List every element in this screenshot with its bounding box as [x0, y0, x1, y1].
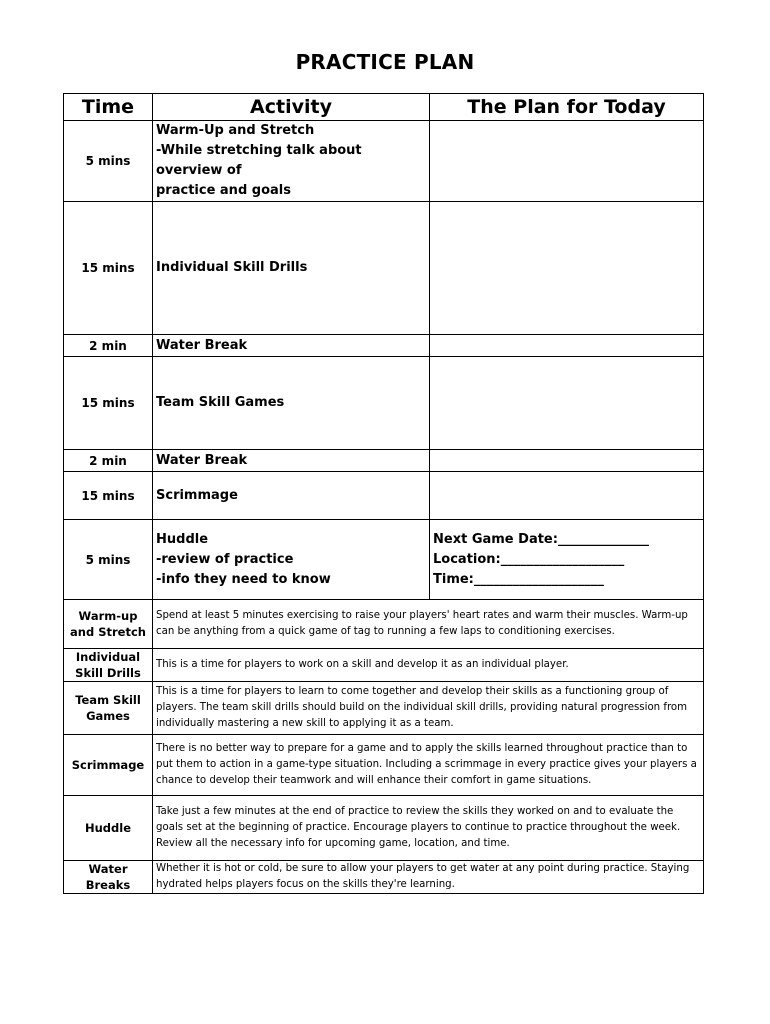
schedule-row	[64, 202, 704, 335]
header-activity: Activity	[153, 94, 430, 121]
header-row	[64, 94, 704, 121]
next-game-time: Time:____________________	[433, 571, 604, 587]
activity-cell	[153, 357, 430, 450]
next-game-location: Location:___________________	[433, 551, 625, 567]
activity-line: practice and goals	[156, 183, 291, 198]
definition-term: Individual Skill Drills	[64, 649, 153, 682]
plan-cell[interactable]	[430, 357, 704, 450]
header-time: Time	[64, 94, 153, 121]
activity-line: Warm-Up and Stretch	[156, 123, 315, 138]
schedule-row	[64, 121, 704, 202]
schedule-row	[64, 357, 704, 450]
definition-row	[64, 861, 704, 894]
definition-row	[64, 796, 704, 861]
definition-text: This is a time for players to work on a skill and develop it as an individual player.	[153, 649, 704, 682]
activity-line: -review of practice	[156, 551, 294, 567]
definition-row	[64, 600, 704, 649]
plan-cell[interactable]	[430, 335, 704, 357]
definition-text: There is no better way to prepare for a game and to apply the skills learned throughout practice than to put them to action in a game-type situation. Including a scrimmage in every practice gives your players a chance to develop their teamwork and will enhance their comfort in game situations.	[153, 735, 704, 796]
definition-term: Team Skill Games	[64, 682, 153, 735]
activity-line: Water Break	[156, 452, 248, 468]
header-plan: The Plan for Today	[430, 94, 704, 121]
activity-line: -While stretching talk about overview of	[156, 143, 362, 178]
definition-text: Whether it is hot or cold, be sure to allow your players to get water at any point during practice. Staying hydrated helps players focus on the skills they're learning.	[153, 861, 704, 894]
schedule-row	[64, 520, 704, 600]
activity-cell	[153, 472, 430, 520]
plan-cell[interactable]	[430, 450, 704, 472]
time-cell: 2 min	[64, 450, 153, 472]
next-game-cell[interactable]	[430, 520, 704, 600]
activity-cell	[153, 450, 430, 472]
definition-text: Take just a few minutes at the end of practice to review the skills they worked on and to evaluate the goals set at the beginning of practice. Encourage players to continue to practice throughout the week. Review all the necessary info for upcoming game, location, and time.	[153, 796, 704, 861]
definition-term: Huddle	[64, 796, 153, 861]
definition-row	[64, 682, 704, 735]
plan-cell[interactable]	[430, 121, 704, 202]
activity-line: Team Skill Games	[156, 395, 285, 410]
definition-row	[64, 649, 704, 682]
time-cell: 15 mins	[64, 202, 153, 335]
activity-cell	[153, 121, 430, 202]
plan-cell[interactable]	[430, 202, 704, 335]
page-title: PRACTICE PLAN	[295, 50, 475, 74]
time-cell: 15 mins	[64, 472, 153, 520]
definition-term: Warm-up and Stretch	[64, 600, 153, 649]
practice-plan-table	[63, 93, 704, 894]
activity-cell	[153, 202, 430, 335]
definition-row	[64, 735, 704, 796]
definition-text: This is a time for players to learn to come together and develop their skills as a functioning group of players. The team skill drills should build on the individual skill drills, providing natural progression from individually mastering a new skill to applying it as a team.	[153, 682, 704, 735]
schedule-row	[64, 450, 704, 472]
time-cell: 5 mins	[64, 121, 153, 202]
next-game-date: Next Game Date:______________	[433, 531, 649, 547]
plan-cell[interactable]	[430, 472, 704, 520]
activity-line: Huddle	[156, 531, 209, 547]
time-cell: 5 mins	[64, 520, 153, 600]
activity-cell	[153, 520, 430, 600]
definition-text: Spend at least 5 minutes exercising to raise your players' heart rates and warm their muscles. Warm-up can be anything from a quick game of tag to running a few laps to conditioning exercises.	[153, 600, 704, 649]
activity-cell	[153, 335, 430, 357]
definition-term: Scrimmage	[64, 735, 153, 796]
activity-line: Scrimmage	[156, 487, 238, 503]
time-cell: 2 min	[64, 335, 153, 357]
definition-term: Water Breaks	[64, 861, 153, 894]
activity-line: Individual Skill Drills	[156, 260, 308, 275]
time-cell: 15 mins	[64, 357, 153, 450]
schedule-row	[64, 472, 704, 520]
activity-line: Water Break	[156, 337, 248, 353]
activity-line: -info they need to know	[156, 571, 331, 587]
schedule-row	[64, 335, 704, 357]
